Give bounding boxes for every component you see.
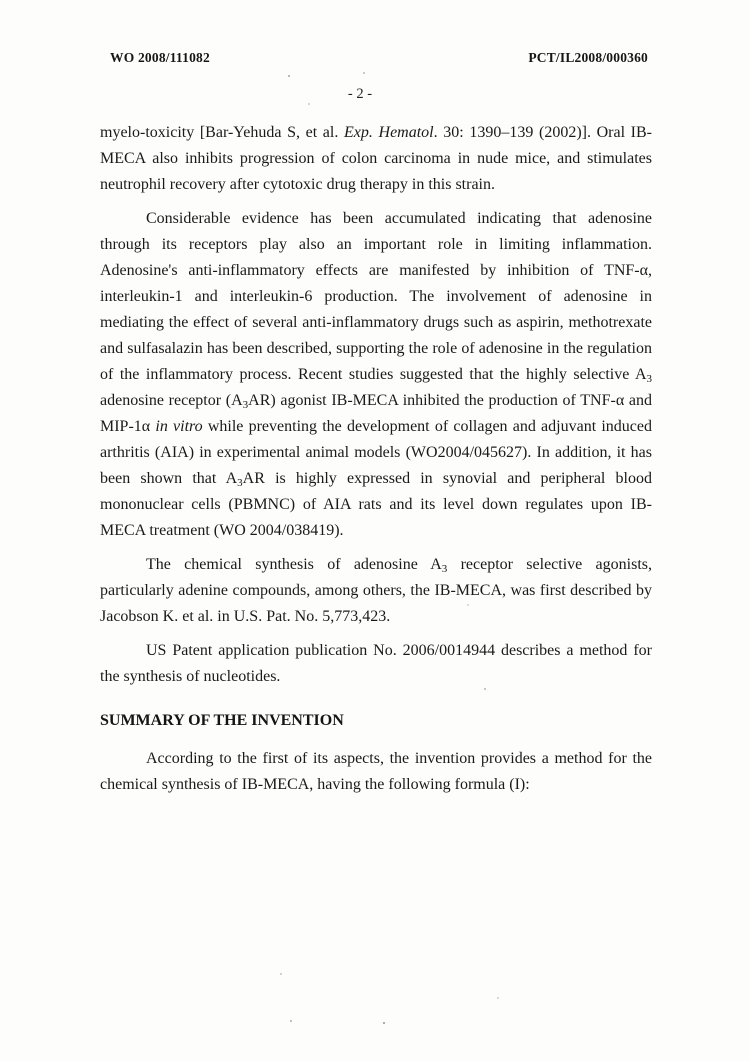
text-segment: According to the first of its aspects, the invention provides a method for the chemical synthesis of IB-MECA, having the following formula (I):: [100, 750, 652, 793]
section-heading: [100, 708, 652, 734]
text-segment: AR is highly expressed in synovial and peripheral blood mononuclear cells (PBMNC) of AIA rats and its level down regulates upon IB-MECA treatment (WO 2004/038419).: [100, 470, 652, 539]
paragraph: [100, 120, 652, 198]
italic-text: in vitro: [155, 418, 203, 435]
text-segment: adenosine receptor (A: [100, 392, 243, 409]
subscript-text: 3: [237, 477, 243, 489]
italic-text: Exp. Hematol: [344, 124, 434, 141]
application-number: PCT/IL2008/000360: [528, 50, 648, 65]
text-segment: AR) agonist IB-MECA inhibited the production of TNF-α and MIP-1α: [100, 392, 652, 435]
paragraph: [100, 552, 652, 630]
paragraph: [100, 746, 652, 798]
scan-noise: [288, 75, 290, 77]
text-segment: while preventing the development of collagen and adjuvant induced arthritis (AIA) in experimental animal models (WO2004/045627). In addition, it has been shown that A: [100, 418, 652, 487]
text-segment: The chemical synthesis of adenosine A: [146, 556, 442, 573]
text-segment: myelo-toxicity [Bar-Yehuda S, et al.: [100, 124, 344, 141]
page-header: [110, 50, 648, 66]
paragraph: [100, 206, 652, 544]
text-segment: . 30: 1390–139 (2002)]. Oral IB-MECA also inhibits progression of colon carcinoma in nude mice, and stimulates neutrophil recovery after cytotoxic drug therapy in this strain.: [100, 124, 653, 193]
publication-number: WO 2008/111082: [110, 50, 210, 65]
text-segment: receptor selective agonists, particularly adenine compounds, among others, the IB-MECA, was first described by Jacobson K. et al. in U.S. Pat. No. 5,773,423.: [100, 556, 653, 625]
paragraph: [100, 638, 652, 690]
document-body: [100, 120, 652, 806]
subscript-text: 3: [242, 399, 249, 411]
page-number: - 2 -: [347, 86, 373, 102]
subscript-text: 3: [646, 373, 652, 385]
text-segment: SUMMARY OF THE INVENTION: [100, 712, 344, 729]
text-segment: Considerable evidence has been accumulated indicating that adenosine through its receptors play also an important role in limiting inflammation. Adenosine's anti-inflammatory effects are manifested by inhibition of TNF-α, interleukin-1 and interleukin-6 production. The involvement of adenosine in mediating the effect of several anti-inflammatory drugs such as aspirin, methotrexate and sulfasalazin has been described, supporting the role of adenosine in the regulation of the inflammatory process. Recent studies suggested that the highly selective A: [100, 210, 652, 383]
text-segment: US Patent application publication No. 2006/0014944 describes a method for the synthesis of nucleotides.: [100, 642, 652, 685]
subscript-text: 3: [441, 563, 448, 575]
